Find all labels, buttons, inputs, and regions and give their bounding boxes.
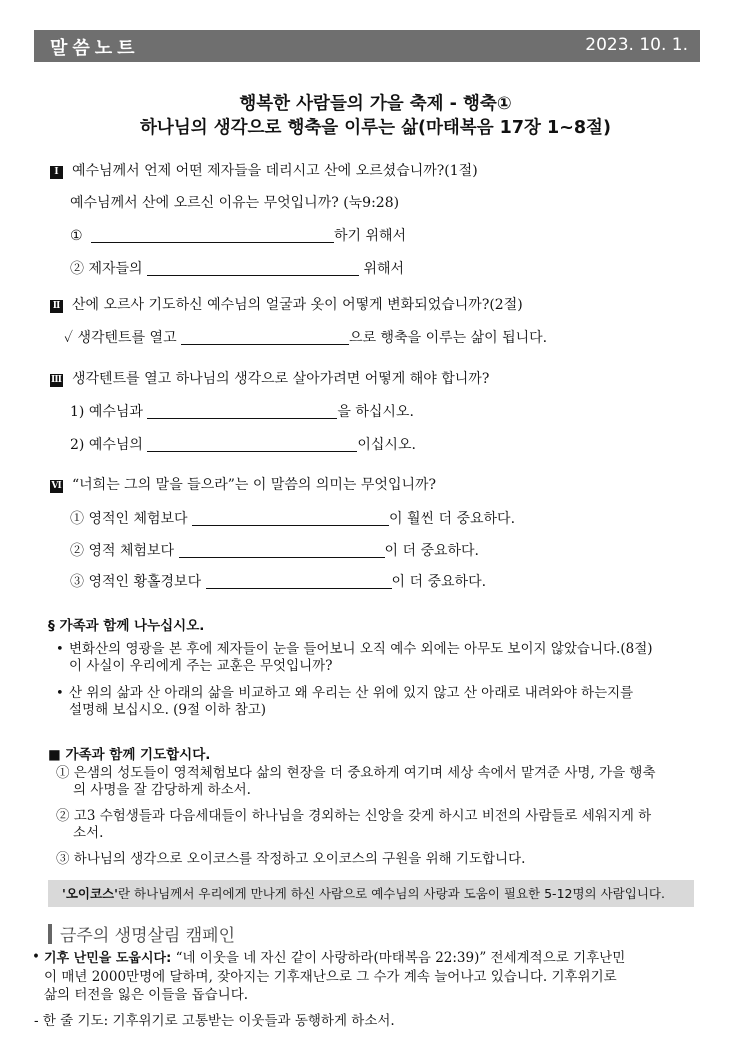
question-4 <box>50 474 436 494</box>
answer-blank[interactable] <box>147 437 357 452</box>
answer-suffix: 을 하십시오. <box>337 404 414 420</box>
bullet-icon: • <box>56 686 64 701</box>
share-item-2 <box>69 685 709 719</box>
question-4-answer-2 <box>70 540 479 560</box>
campaign-body-bold: 기후 난민을 도웁시다: <box>44 951 172 966</box>
question-1-sub: 예수님께서 산에 오르신 이유는 무엇입니까? (눅9:28) <box>70 195 400 211</box>
oikos-note-text: 란 하나님께서 우리에게 만나게 하신 사람으로 예수님의 사랑과 도움이 필요한 5-12명의 사람입니다. <box>117 886 665 901</box>
prayer-item-1-line2: 의 사명을 잘 감당하게 하소서. <box>73 782 251 798</box>
answer-suffix: 하기 위해서 <box>334 228 407 244</box>
question-2-answer <box>64 327 547 347</box>
oikos-note <box>48 880 694 907</box>
prayer-section-title: ■ 가족과 함께 기도합시다. <box>48 747 211 763</box>
answer-suffix: 이 훨씬 더 중요하다. <box>389 511 516 527</box>
question-4-answer-1 <box>70 508 515 528</box>
prayer-item-3 <box>56 851 706 868</box>
campaign-title <box>48 921 235 946</box>
answer-blank[interactable] <box>179 543 385 558</box>
question-1-answer-1 <box>70 225 406 245</box>
answer-prefix: ① 영적인 체험보다 <box>70 511 188 527</box>
question-3 <box>50 368 489 388</box>
answer-prefix: ③ 영적인 황홀경보다 <box>70 574 202 590</box>
prayer-item-2 <box>56 808 706 842</box>
campaign-title-text: 금주의 생명살림 캠페인 <box>60 926 236 946</box>
campaign-body-line1: “네 이웃을 네 자신 같이 사랑하라(마태복음 22:39)” 전세계적으로 기후난민 <box>175 950 626 966</box>
question-2-number: Ⅱ <box>50 300 63 313</box>
question-1-number: Ⅰ <box>50 166 63 179</box>
question-4-text: “너희는 그의 말을 들으라”는 이 말씀의 의미는 무엇입니까? <box>72 477 437 493</box>
answer-blank[interactable] <box>147 261 359 276</box>
question-2 <box>50 294 523 314</box>
question-4-answer-3 <box>70 571 486 591</box>
bullet-icon: • <box>56 642 64 657</box>
answer-prefix: ① <box>70 228 83 244</box>
share-item-2-line1: 산 위의 삶과 산 아래의 삶을 비교하고 왜 우리는 산 위에 있지 않고 산 아래로 내려와야 하는지를 <box>69 685 634 701</box>
checkmark-icon: ✓ <box>64 330 74 346</box>
question-3-answer-1 <box>70 401 414 421</box>
campaign-body <box>44 949 704 1004</box>
answer-blank[interactable] <box>192 511 389 526</box>
prayer-item-2-line2: 소서. <box>73 825 104 841</box>
answer-blank[interactable] <box>181 330 349 345</box>
campaign-title-bar <box>48 924 52 944</box>
campaign-body-line2: 이 매년 2000만명에 달하며, 잦아지는 기후재난으로 그 수가 계속 늘어나고 있습니다. 기후위기로 <box>44 969 617 985</box>
answer-blank[interactable] <box>206 574 392 589</box>
answer-prefix: ② 영적 체험보다 <box>70 543 175 559</box>
answer-suffix: 이십시오. <box>357 437 416 453</box>
doc-title-line1: 행복한 사람들의 가을 축제 - 행축① <box>239 94 512 114</box>
answer-prefix: 생각텐트를 열고 <box>77 330 177 346</box>
campaign-bullet: • <box>32 949 40 965</box>
question-3-answer-2 <box>70 434 416 454</box>
prayer-item-1 <box>56 765 706 799</box>
share-section-title: § 가족과 함께 나누십시오. <box>48 618 205 634</box>
doc-title-line2: 하나님의 생각으로 행축을 이루는 삶(마태복음 17장 1~8절) <box>140 118 611 138</box>
prayer-item-2-line1: ② 고3 수험생들과 다음세대들이 하나님을 경외하는 신앙을 갖게 하시고 비전의 사람들로 세워지게 하 <box>56 808 652 824</box>
answer-prefix: 2) 예수님의 <box>70 437 143 453</box>
answer-suffix: 위해서 <box>363 261 405 277</box>
share-item-2-line2: 설명해 보십시오. (9절 이하 참고) <box>69 702 267 718</box>
question-1-text: 예수님께서 언제 어떤 제자들을 데리시고 산에 오르셨습니까?(1절) <box>72 163 478 179</box>
campaign-prayer: - 한 줄 기도: 기후위기로 고통받는 이웃들과 동행하게 하소서. <box>34 1013 395 1029</box>
share-item-1 <box>69 641 709 675</box>
answer-blank[interactable] <box>91 228 334 243</box>
question-1 <box>50 160 478 180</box>
question-4-number: Ⅵ <box>51 481 62 491</box>
question-3-text: 생각텐트를 열고 하나님의 생각으로 살아가려면 어떻게 해야 합니까? <box>72 371 490 387</box>
share-item-1-line2: 이 사실이 우리에게 주는 교훈은 무엇입니까? <box>69 658 333 674</box>
answer-suffix: 으로 행축을 이루는 삶이 됩니다. <box>349 330 548 346</box>
answer-prefix: ② 제자들의 <box>70 261 143 277</box>
prayer-item-1-line1: ① 은샘의 성도들이 영적체험보다 삶의 현장을 더 중요하게 여기며 세상 속에서 맡겨준 사명, 가을 행축 <box>56 765 656 781</box>
answer-suffix: 이 더 중요하다. <box>391 574 487 590</box>
share-item-1-line1: 변화산의 영광을 본 후에 제자들이 눈을 들어보니 오직 예수 외에는 아무도 보이지 않았습니다.(8절) <box>69 641 653 657</box>
prayer-item-3-line1: ③ 하나님의 생각으로 오이코스를 작정하고 오이코스의 구원을 위해 기도합니다. <box>56 851 526 867</box>
answer-prefix: 1) 예수님과 <box>70 404 143 420</box>
question-1-answer-2 <box>70 258 404 278</box>
campaign-body-line3: 삶의 터전을 잃은 이들을 돕습니다. <box>44 987 249 1003</box>
question-2-text: 산에 오르사 기도하신 예수님의 얼굴과 옷이 어떻게 변화되었습니까?(2절) <box>72 297 523 313</box>
header-bar <box>34 30 700 62</box>
header-date: 2023. 10. 1. <box>585 35 688 55</box>
question-3-number: Ⅲ <box>51 375 62 385</box>
answer-blank[interactable] <box>147 404 337 419</box>
answer-suffix: 이 더 중요하다. <box>384 543 479 559</box>
header-title: 말씀노트 <box>50 38 140 59</box>
oikos-note-term: '오이코스' <box>62 886 118 901</box>
